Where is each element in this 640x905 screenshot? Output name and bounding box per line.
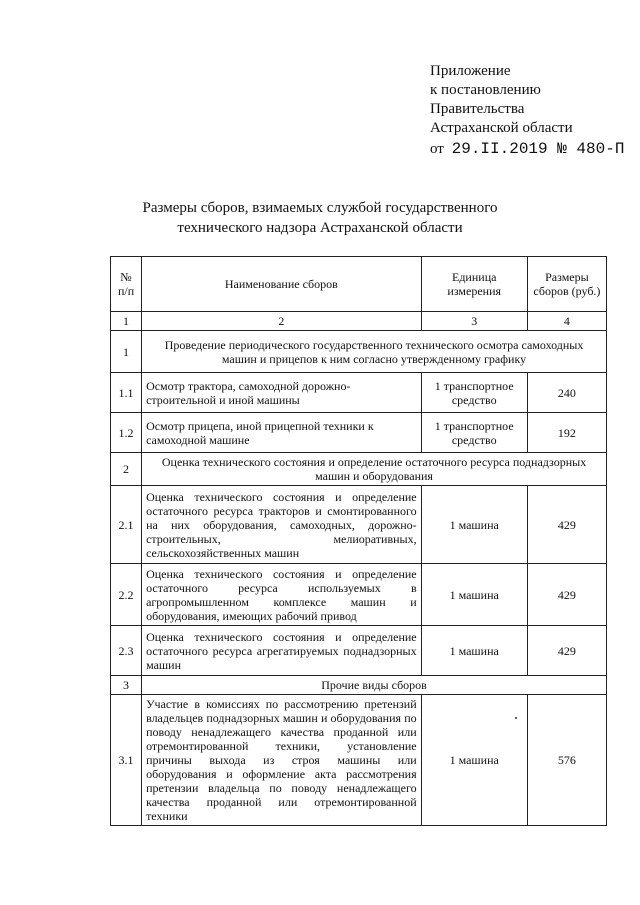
section-title: Оценка технического состояния и определение остаточного ресурса поднадзорных машин и оборудования [142,453,607,486]
table-header-row [111,257,607,312]
header-value: Размеры сборов (руб.) [527,257,606,312]
appendix-line-3: Правительства [430,101,525,117]
row-no: 2.1 [111,486,142,564]
column-index-2: 2 [142,312,422,331]
table-row-section [111,331,607,373]
document-title [100,198,540,238]
row-value: 240 [527,373,606,413]
section-title: Прочие виды сборов [142,676,607,695]
scan-speck [515,717,517,719]
row-no: 1 [111,331,142,373]
row-unit: 1 машина [421,486,527,564]
row-unit: 1 транспортное средство [421,373,527,413]
table-row [111,695,607,826]
column-index-row [111,312,607,331]
appendix-block [430,62,624,159]
row-unit: 1 машина [421,695,527,826]
row-no: 2 [111,453,142,486]
row-value: 429 [527,564,606,626]
table-row-section [111,676,607,695]
row-no: 2.2 [111,564,142,626]
row-name: Оценка технического состояния и определение остаточного ресурса тракторов и смонтированного на них оборудования, самоходных, дорожно-строительных, мелиоративных, сельскохозяйственных машин [142,486,422,564]
appendix-line-2: к постановлению [430,82,541,98]
row-unit: 1 машина [421,564,527,626]
table-row [111,626,607,676]
row-name: Оценка технического состояния и определение остаточного ресурса агрегатируемых поднадзорных машин [142,626,422,676]
row-value: 576 [527,695,606,826]
table-row-section [111,453,607,486]
header-unit: Единица измерения [421,257,527,312]
row-no: 3.1 [111,695,142,826]
row-name: Оценка технического состояния и определение остаточного ресурса используемых в агропромышленном комплексе машин и оборудования, имеющих рабочий привод [142,564,422,626]
appendix-date-line [430,140,624,159]
title-line-2: технического надзора Астраханской области [177,220,463,236]
row-no: 2.3 [111,626,142,676]
row-value: 429 [527,626,606,676]
appendix-line-4: Астраханской области [430,120,573,136]
row-unit: 1 транспортное средство [421,413,527,453]
column-index-3: 3 [421,312,527,331]
row-no: 1.2 [111,413,142,453]
row-value: 429 [527,486,606,564]
row-unit: 1 машина [421,626,527,676]
table-row [111,413,607,453]
header-name: Наименование сборов [142,257,422,312]
fees-table [110,256,607,826]
table-row [111,373,607,413]
date-stamp: 29.II.2019 № 480-П [451,140,625,158]
appendix-line-1: Приложение [430,63,511,79]
table-row [111,486,607,564]
table-row [111,564,607,626]
row-name: Участие в комиссиях по рассмотрению претензий владельцев поднадзорных машин и оборудования по поводу ненадлежащего качества проданной или отремонтированной техники, установление причины выхода из строя машины или оборудования и оформление акта рассмотрения претензии владельца по поводу ненадлежащего качества проданной или отремонтированной техники [142,695,422,826]
row-no: 1.1 [111,373,142,413]
row-name: Осмотр трактора, самоходной дорожно-строительной и иной машины [142,373,422,413]
header-no: № п/п [111,257,142,312]
title-line-1: Размеры сборов, взимаемых службой государственного [142,200,498,216]
column-index-1: 1 [111,312,142,331]
row-no: 3 [111,676,142,695]
row-value: 192 [527,413,606,453]
date-prefix: от [430,141,444,157]
section-title: Проведение периодического государственного технического осмотра самоходных машин и прицепов к ним согласно утвержденному графику [142,331,607,373]
row-name: Осмотр прицепа, иной прицепной техники к самоходной машине [142,413,422,453]
column-index-4: 4 [527,312,606,331]
